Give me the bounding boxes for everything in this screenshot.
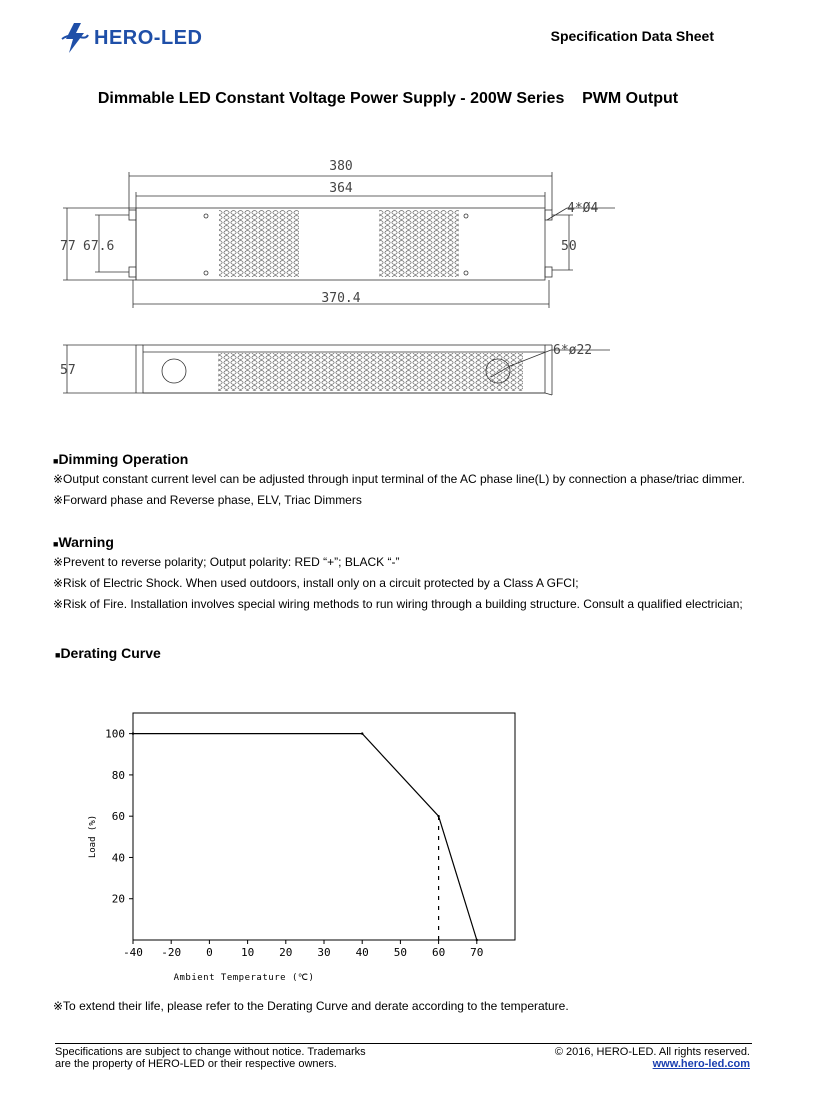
copyright: © 2016, HERO-LED. All rights reserved. — [554, 1046, 750, 1058]
dimming-heading: ■Dimming Operation — [53, 451, 189, 467]
x-tick-label: 50 — [393, 946, 408, 959]
x-tick-label: 10 — [240, 946, 255, 959]
data-point — [476, 939, 478, 941]
dimming-line-1: ※Output constant current level can be adjusted through input terminal of the AC phase line(L) by connection a phase/triac dimmer. — [53, 472, 745, 486]
x-tick-label: 20 — [279, 946, 293, 959]
dim-364: 364 — [329, 181, 353, 196]
data-point — [361, 732, 363, 734]
logo-text: HERO-LED — [94, 26, 203, 49]
x-tick-label: -20 — [161, 946, 182, 959]
website-link[interactable]: www.hero-led.com — [652, 1058, 750, 1070]
warning-line-3: ※Risk of Fire. Installation involves special wiring methods to run wiring through a building structure. Consult a qualified electrician; — [53, 597, 743, 611]
dim-380: 380 — [329, 159, 353, 174]
page-title: Dimmable LED Constant Voltage Power Supply - 200W Series PWM Output — [97, 90, 679, 107]
dim-57: 57 — [60, 363, 76, 378]
y-tick-label: 20 — [111, 892, 125, 906]
x-tick-label: 40 — [355, 946, 369, 959]
x-tick-label: 30 — [317, 946, 331, 959]
vent-grid-left — [219, 210, 299, 277]
top-view-body — [136, 208, 545, 280]
y-tick-label: 60 — [111, 810, 125, 824]
y-axis-label: Load (%) — [88, 814, 98, 859]
x-tick-label: 70 — [470, 946, 484, 959]
warning-line-1: ※Prevent to reverse polarity; Output polarity: RED “+”; BLACK “-” — [53, 555, 400, 569]
x-tick-label: -40 — [123, 946, 143, 959]
data-point — [132, 732, 134, 734]
dim-77: 77 — [60, 239, 76, 254]
warning-heading: ■Warning — [53, 534, 114, 550]
document-type: Specification Data Sheet — [550, 28, 714, 44]
derating-curve — [133, 734, 477, 940]
dimming-line-2: ※Forward phase and Reverse phase, ELV, Triac Dimmers — [53, 493, 362, 507]
dim-holes: 4*Ø4 — [567, 201, 599, 216]
x-tick-label: 0 — [206, 946, 213, 959]
company-logo — [60, 20, 220, 56]
square-bullet-icon: ■ — [53, 539, 59, 549]
data-point — [437, 815, 439, 817]
lightning-bolt-icon — [60, 21, 90, 55]
derating-chart — [85, 705, 535, 995]
y-tick-label: 100 — [105, 727, 125, 741]
x-tick-label: 60 — [431, 946, 446, 959]
derating-heading: ■Derating Curve — [55, 645, 161, 661]
derating-note: ※To extend their life, please refer to the Derating Curve and derate according to the temperature. — [53, 999, 569, 1013]
dim-67-6: 67.6 — [83, 239, 115, 254]
vent-grid-side — [218, 353, 523, 391]
footer-disclaimer: Specifications are subject to change without notice. Trademarks are the property of HERO-LED or their respective owners. — [55, 1046, 366, 1070]
square-bullet-icon: ■ — [55, 650, 61, 660]
footer-divider — [55, 1043, 752, 1044]
dimension-drawing — [55, 150, 635, 410]
y-tick-label: 40 — [111, 851, 125, 865]
dim-370-4: 370.4 — [321, 291, 361, 306]
dim-knockouts: 6*ø22 — [553, 343, 593, 358]
dim-50: 50 — [561, 239, 577, 254]
vent-grid-right — [379, 210, 459, 277]
warning-line-2: ※Risk of Electric Shock. When used outdoors, install only on a circuit protected by a Class A GFCI; — [53, 576, 579, 590]
y-tick-label: 80 — [111, 768, 125, 782]
x-axis-label: Ambient Temperature (℃) — [173, 973, 315, 983]
plot-frame — [133, 713, 515, 940]
square-bullet-icon: ■ — [53, 456, 59, 466]
footer-right — [555, 1046, 750, 1070]
